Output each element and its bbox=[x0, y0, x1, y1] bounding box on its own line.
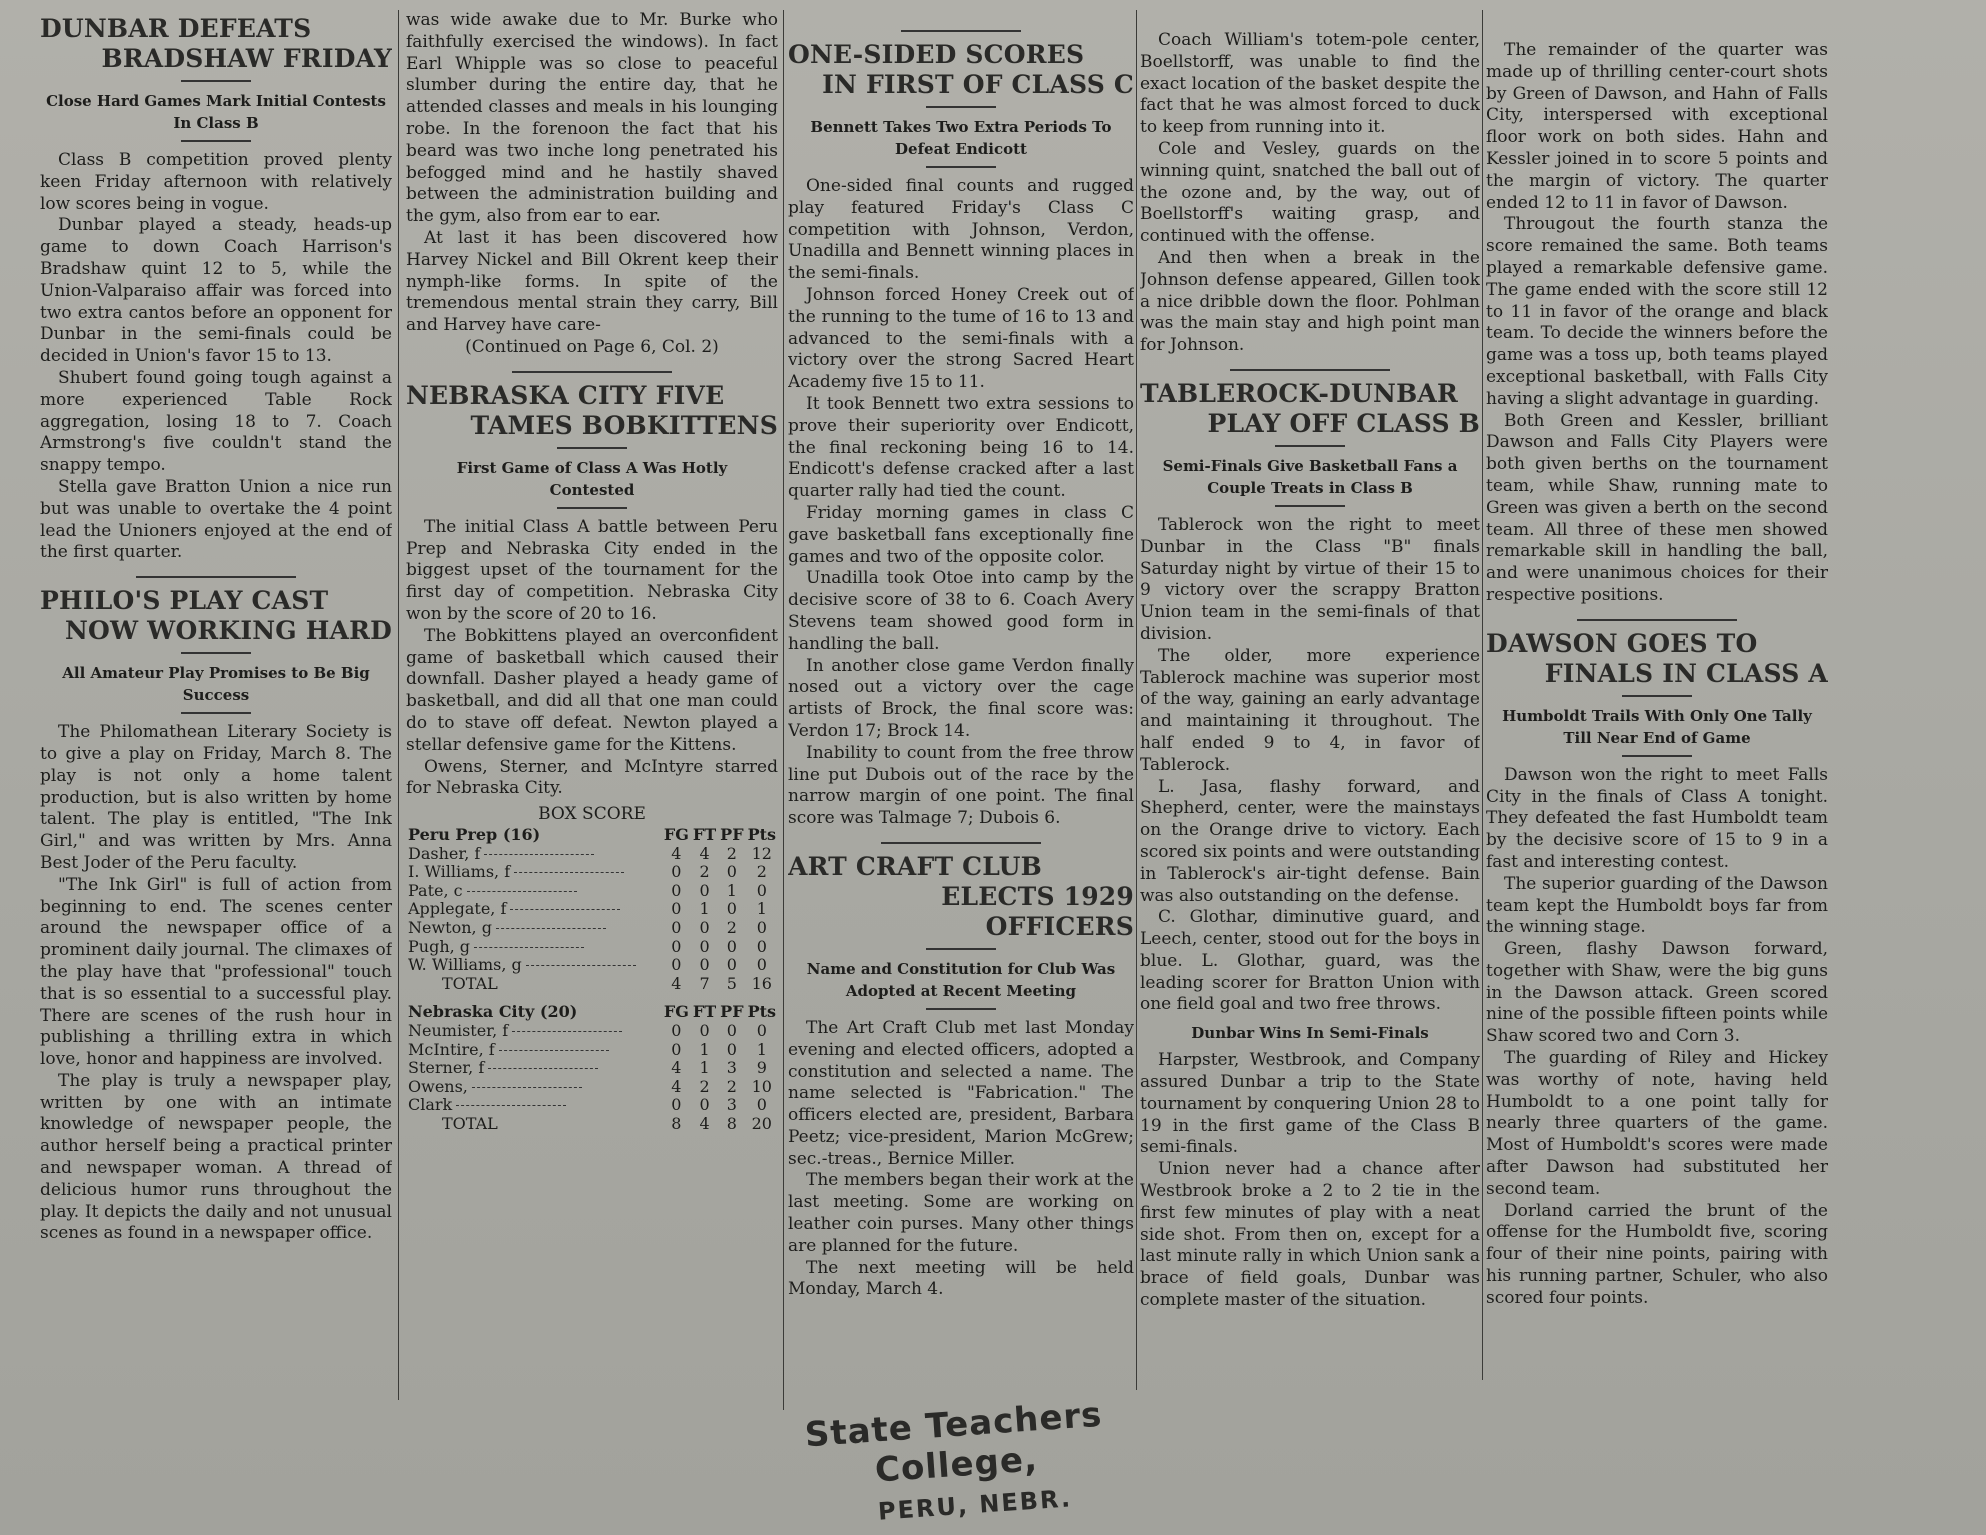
total-cell: 4 bbox=[699, 1114, 710, 1134]
deck: Name and Constitution for Club Was Adopted at Recent Meeting bbox=[806, 959, 1116, 1000]
stat-cell: 1 bbox=[699, 1058, 710, 1078]
subhead: Dunbar Wins In Semi-Finals bbox=[1191, 1024, 1429, 1043]
box-row bbox=[406, 863, 778, 882]
box-total-row bbox=[406, 975, 778, 994]
stat-cell: 0 bbox=[726, 899, 737, 919]
headline-philo bbox=[40, 586, 392, 646]
stat-cell: 0 bbox=[756, 918, 767, 938]
stat-cell: 2 bbox=[726, 918, 737, 938]
divider bbox=[181, 80, 251, 82]
box-score-peru bbox=[406, 826, 778, 993]
headline-line: NOW WORKING HARD bbox=[64, 616, 392, 646]
column-rule bbox=[1136, 10, 1137, 1390]
headline-one-sided bbox=[788, 40, 1134, 100]
column-rule bbox=[1482, 10, 1483, 1380]
player-name-text: W. Williams, g bbox=[408, 955, 522, 975]
divider bbox=[1275, 505, 1345, 507]
headline-line: PHILO'S PLAY CAST bbox=[40, 586, 329, 616]
divider bbox=[557, 447, 627, 449]
divider bbox=[181, 712, 251, 714]
continued-note: (Continued on Page 6, Col. 2) bbox=[465, 336, 719, 357]
stat-cell: 2 bbox=[726, 1076, 737, 1096]
stat-cell: 0 bbox=[699, 955, 710, 975]
paragraph: L. Jasa, flashy forward, and Shepherd, center, were the mainstays on the Orange drive to victory. Each scored six points and were outstanding in Tablerock's air-tight defense. Bain was also outstanding on the defense. bbox=[1140, 776, 1480, 906]
leader-dashes bbox=[472, 1087, 582, 1088]
leader-dashes bbox=[474, 947, 584, 948]
paragraph: And then when a break in the Johnson defense appeared, Gillen took a nice dribble down the floor. Pohlman was the main stay and high point man for Johnson. bbox=[1140, 247, 1480, 356]
headline-line: IN FIRST OF CLASS C bbox=[822, 70, 1134, 99]
deck: Humboldt Trails With Only One Tally Till Near End of Game bbox=[1502, 706, 1812, 747]
paragraph: Owens, Sterner, and McIntyre starred for Nebraska City. bbox=[406, 756, 778, 799]
deck: First Game of Class A Was Hotly Contested bbox=[456, 458, 728, 499]
stat-cell: 0 bbox=[699, 1021, 710, 1041]
paragraph: The next meeting will be held Monday, March 4. bbox=[788, 1257, 1134, 1300]
box-row bbox=[406, 956, 778, 975]
headline-line: TAMES BOBKITTENS bbox=[470, 410, 778, 440]
paragraph: Unadilla took Otoe into camp by the decisive score of 38 to 6. Coach Avery Stevens team showed good form in handling the ball. bbox=[788, 568, 1134, 654]
divider bbox=[1622, 695, 1692, 697]
column-2 bbox=[406, 10, 778, 1134]
paragraph: Dorland carried the brunt of the offense for the Humboldt five, scoring four of their nine points, pairing with his running partner, Schuler, who also scored four points. bbox=[1486, 1200, 1828, 1308]
paragraph: "The Ink Girl" is full of action from beginning to end. The scenes center around the newspaper office of a prominent daily journal. The climaxes of the play have that "professional" touch that is so essential to a successful play. There are scenes of the rush hour in publishing a thrilling extra in which love, honor and happiness are involved. bbox=[40, 874, 392, 1070]
stat-cell: 0 bbox=[726, 1021, 737, 1041]
player-name-text: Neumister, f bbox=[408, 1021, 509, 1041]
column-4 bbox=[1140, 10, 1480, 1312]
stat-cell: 2 bbox=[726, 843, 737, 863]
paragraph: In another close game Verdon finally nosed out a victory over the cage artists of Brock, the final score was: Verdon 17; Brock 14. bbox=[788, 655, 1134, 741]
divider bbox=[926, 948, 996, 950]
deck: Close Hard Games Mark Initial Contests In Class B bbox=[46, 92, 386, 132]
paragraph: C. Glothar, diminutive guard, and Leech, center, stood out for the boys in blue. L. Glothar, guard, was the leading scorer for Bratton Union with one field goal and two free throws. bbox=[1140, 907, 1480, 1015]
col-header: FG bbox=[663, 825, 689, 845]
box-score-nebraska-city bbox=[406, 1003, 778, 1133]
stamp-line: State Teachers College, bbox=[803, 1394, 1104, 1491]
box-row bbox=[406, 845, 778, 864]
stat-cell: 4 bbox=[671, 843, 682, 863]
player-name-text: Pate, c bbox=[408, 880, 463, 900]
headline-line: PLAY OFF CLASS B bbox=[1207, 408, 1480, 438]
col-header: FT bbox=[692, 825, 717, 845]
box-row bbox=[406, 900, 778, 919]
player-name-text: Sterner, f bbox=[408, 1058, 485, 1078]
paragraph: The Art Craft Club met last Monday evening and elected officers, adopted a constitution and selected a name. The name selected is "Fabrication." The officers elected are, president, Barbara Peetz; vice-president, Marion McGrew; sec.-treas., Bernice Miller. bbox=[788, 1017, 1134, 1169]
player-name-text: Applegate, f bbox=[408, 899, 507, 919]
stat-cell: 0 bbox=[726, 862, 737, 882]
stat-cell: 0 bbox=[756, 1095, 767, 1115]
total-label: TOTAL bbox=[442, 1114, 498, 1134]
player-name bbox=[406, 1059, 662, 1078]
leader-dashes bbox=[496, 928, 606, 929]
paragraph: The superior guarding of the Dawson team kept the Humboldt boys far from the winning stage. bbox=[1486, 873, 1828, 938]
headline-line: BRADSHAW FRIDAY bbox=[101, 44, 392, 73]
paragraph: Dunbar played a steady, heads-up game to down Coach Harrison's Bradshaw quint 12 to 5, while the Union-Valparaiso affair was forced into two extra cantos before an opponent for Dunbar in the semi-finals could be decided in Union's favor 15 to 13. bbox=[40, 215, 392, 367]
col-header: Pts bbox=[747, 1002, 776, 1022]
player-name bbox=[406, 1022, 662, 1041]
player-name bbox=[406, 938, 662, 957]
stat-cell: 0 bbox=[671, 1039, 682, 1059]
paragraph: The remainder of the quarter was made up of thrilling center-court shots by Green of Dawson, and Hahn of Falls City, interspersed with exceptional floor work on both sides. Hahn and Kessler joined in to score 5 points and the margin of victory. The quarter ended 12 to 11 in favor of Dawson. bbox=[1486, 40, 1828, 213]
paragraph: It took Bennett two extra sessions to prove their superiority over Endicott, the final reckoning being 16 to 14. Endicott's defense cracked after a last quarter rally had tied the count. bbox=[788, 393, 1134, 502]
column-rule bbox=[398, 10, 399, 1400]
player-name-text: Newton, g bbox=[408, 918, 492, 938]
paragraph: Tablerock won the right to meet Dunbar in the Class "B" finals Saturday night by virtue of their 15 to 9 victory over the scrappy Bratton Union team in the semi-finals of that division. bbox=[1140, 514, 1480, 644]
divider bbox=[557, 507, 627, 509]
player-name bbox=[406, 919, 662, 938]
col-header: PF bbox=[720, 825, 744, 845]
headline-line: ONE-SIDED SCORES bbox=[788, 40, 1085, 69]
paragraph: Green, flashy Dawson forward, together with Shaw, were the big guns in the Dawson attack. Green scored nine of the possible fifteen points while Shaw scored two and Corn 3. bbox=[1486, 939, 1828, 1047]
player-name-text: Dasher, f bbox=[408, 843, 481, 863]
headline-line: ART CRAFT CLUB bbox=[788, 851, 1043, 881]
paragraph: Johnson forced Honey Creek out of the running to the tume of 16 to 13 and advanced to the semi-finals with a victory over the strong Sacred Heart Academy five 15 to 11. bbox=[788, 284, 1134, 393]
paragraph: Cole and Vesley, guards on the winning quint, snatched the ball out of the ozone and, by the way, out of Boellstorff's waiting grasp, and continued with the offense. bbox=[1140, 138, 1480, 247]
player-name bbox=[406, 1096, 662, 1115]
stat-cell: 9 bbox=[756, 1058, 767, 1078]
stat-cell: 0 bbox=[671, 936, 682, 956]
stat-cell: 0 bbox=[756, 936, 767, 956]
player-name bbox=[406, 845, 662, 864]
column-5 bbox=[1486, 10, 1828, 1310]
headline-line: DUNBAR DEFEATS bbox=[40, 14, 312, 43]
stat-cell: 10 bbox=[751, 1076, 772, 1096]
col-header: PF bbox=[720, 1002, 744, 1022]
paragraph: Class B competition proved plenty keen Friday afternoon with relatively low scores being in vogue. bbox=[40, 150, 392, 214]
box-header-row bbox=[406, 826, 778, 845]
stat-cell: 0 bbox=[726, 1039, 737, 1059]
stat-cell: 1 bbox=[726, 880, 737, 900]
stamp-line: PERU, NEBR. bbox=[877, 1484, 1073, 1526]
box-row bbox=[406, 882, 778, 901]
paragraph: The members began their work at the last meeting. Some are working on leather coin purses. Many other things are planned for the future. bbox=[788, 1170, 1134, 1256]
player-name bbox=[406, 1078, 662, 1097]
headline-nebraska-city bbox=[406, 381, 778, 441]
headline-dunbar bbox=[40, 14, 392, 74]
stat-cell: 0 bbox=[699, 1095, 710, 1115]
stat-cell: 2 bbox=[699, 1076, 710, 1096]
stat-cell: 0 bbox=[671, 918, 682, 938]
divider bbox=[136, 576, 296, 578]
stat-cell: 0 bbox=[671, 880, 682, 900]
box-header-row bbox=[406, 1003, 778, 1022]
stat-cell: 0 bbox=[671, 1095, 682, 1115]
leader-dashes bbox=[514, 872, 624, 873]
col-header: FT bbox=[692, 1002, 717, 1022]
col-header: FG bbox=[663, 1002, 689, 1022]
deck: All Amateur Play Promises to Be Big Success bbox=[62, 664, 370, 705]
box-row bbox=[406, 919, 778, 938]
stat-cell: 0 bbox=[726, 955, 737, 975]
total-cell: 4 bbox=[671, 973, 682, 993]
total-cell: 16 bbox=[751, 973, 772, 993]
team-name: Nebraska City (20) bbox=[408, 1002, 578, 1022]
box-score-title: BOX SCORE bbox=[538, 804, 646, 825]
stat-cell: 0 bbox=[699, 936, 710, 956]
col-header: Pts bbox=[747, 825, 776, 845]
leader-dashes bbox=[510, 909, 620, 910]
box-row bbox=[406, 938, 778, 957]
divider bbox=[901, 30, 1021, 32]
divider bbox=[512, 371, 672, 373]
stat-cell: 4 bbox=[671, 1058, 682, 1078]
player-name-text: Clark bbox=[408, 1095, 453, 1115]
college-stamp bbox=[725, 1394, 1185, 1526]
stat-cell: 0 bbox=[671, 899, 682, 919]
player-name-text: Owens, bbox=[408, 1076, 468, 1096]
headline-tablerock bbox=[1140, 379, 1480, 439]
player-name bbox=[406, 900, 662, 919]
total-label: TOTAL bbox=[442, 973, 498, 993]
paragraph: Coach William's totem-pole center, Boellstorff, was unable to find the exact location of the basket despite the fact that he was almost forced to duck to keep from running into it. bbox=[1140, 30, 1480, 138]
player-name-text: Pugh, g bbox=[408, 936, 471, 956]
paragraph: The play is truly a newspaper play, written by one with an intimate knowledge of newspaper people, the author herself being a practical printer and newspaper woman. A thread of delicious humor runs throughout the play. It depicts the daily and not unusual scenes as found in a newspaper office. bbox=[40, 1070, 392, 1244]
paragraph: The guarding of Riley and Hickey was worthy of note, having held Humboldt to a one point tally for nearly three quarters of the game. Most of Humboldt's scores were made after Dawson had substituted her second team. bbox=[1486, 1048, 1828, 1199]
leader-dashes bbox=[456, 1105, 566, 1106]
player-name-text: McIntire, f bbox=[408, 1039, 495, 1059]
paragraph: Harpster, Westbrook, and Company assured Dunbar a trip to the State tournament by conquering Union 28 to 19 in the first game of the Class B semi-finals. bbox=[1140, 1050, 1480, 1158]
stat-cell: 0 bbox=[756, 880, 767, 900]
box-row bbox=[406, 1022, 778, 1041]
stat-cell: 0 bbox=[699, 918, 710, 938]
player-name bbox=[406, 956, 662, 975]
player-name bbox=[406, 863, 662, 882]
headline-line: NEBRASKA CITY FIVE bbox=[406, 380, 725, 410]
player-name bbox=[406, 1041, 662, 1060]
paragraph: At last it has been discovered how Harvey Nickel and Bill Okrent keep their nymph-like forms. In spite of the tremendous mental strain they carry, Bill and Harvey have care- bbox=[406, 227, 778, 336]
paragraph: One-sided final counts and rugged play featured Friday's Class C competition with Johnson, Verdon, Unadilla and Bennett winning places in the semi-finals. bbox=[788, 176, 1134, 284]
divider bbox=[1577, 619, 1737, 621]
deck: Bennett Takes Two Extra Periods To Defeat Endicott bbox=[810, 118, 1112, 158]
stat-cell: 0 bbox=[671, 1021, 682, 1041]
paragraph: The Philomathean Literary Society is to give a play on Friday, March 8. The play is not only a home talent production, but is also written by home talent. The play is entitled, "The Ink Girl," and was written by Mrs. Anna Best Joder of the Peru faculty. bbox=[40, 722, 392, 873]
deck: Semi-Finals Give Basketball Fans a Couple Treats in Class B bbox=[1162, 456, 1458, 497]
column-1 bbox=[40, 10, 392, 1245]
stat-cell: 2 bbox=[699, 862, 710, 882]
stat-cell: 1 bbox=[699, 1039, 710, 1059]
paragraph: Stella gave Bratton Union a nice run but was unable to overtake the 4 point lead the Unioners enjoyed at the end of the first quarter. bbox=[40, 476, 392, 563]
headline-dawson bbox=[1486, 629, 1828, 689]
headline-art-craft bbox=[788, 852, 1134, 942]
leader-dashes bbox=[526, 965, 636, 966]
headline-line: DAWSON GOES TO bbox=[1486, 628, 1758, 658]
box-row bbox=[406, 1041, 778, 1060]
paragraph: Union never had a chance after Westbrook broke a 2 to 2 tie in the first few minutes of play with a neat side shot. From then on, except for a last minute rally in which Union sank a brace of field goals, Dunbar was complete master of the situation. bbox=[1140, 1159, 1480, 1311]
stat-cell: 1 bbox=[756, 899, 767, 919]
paragraph: Shubert found going tough against a more experienced Table Rock aggregation, losing 18 to 7. Coach Armstrong's five couldn't stand the snappy tempo. bbox=[40, 367, 392, 476]
paragraph: The initial Class A battle between Peru Prep and Nebraska City ended in the biggest upset of the tournament for the first day of competition. Nebraska City won by the score of 20 to 16. bbox=[406, 516, 778, 624]
stat-cell: 0 bbox=[756, 1021, 767, 1041]
stat-cell: 0 bbox=[699, 880, 710, 900]
divider bbox=[1230, 369, 1390, 371]
total-cell: 7 bbox=[699, 973, 710, 993]
stat-cell: 1 bbox=[756, 1039, 767, 1059]
paragraph: Both Green and Kessler, brilliant Dawson and Falls City Players were both given berths on the tournament team, while Shaw, running mate to Green was given a berth on the second team. All three of these men showed remarkable skill in handling the ball, and were unanimous choices for their respective positions. bbox=[1486, 410, 1828, 605]
paragraph: was wide awake due to Mr. Burke who faithfully exercised the windows). In fact Earl Whipple was so close to peaceful slumber during the entire day, that he attended classes and meals in his lounging robe. In the forenoon the fact that his beard was two inche long penetrated his befogged mind and he hastily shaved between the administration building and the gym, also from ear to ear. bbox=[406, 10, 778, 227]
stat-cell: 12 bbox=[751, 843, 772, 863]
player-name-text: I. Williams, f bbox=[408, 862, 511, 882]
column-3 bbox=[788, 10, 1134, 1301]
divider bbox=[926, 166, 996, 168]
paragraph: Dawson won the right to meet Falls City in the finals of Class A tonight. They defeated the fast Humboldt team by the decisive score of 15 to 9 in a fast and interesting contest. bbox=[1486, 764, 1828, 872]
divider bbox=[926, 1008, 996, 1010]
headline-line: TABLEROCK-DUNBAR bbox=[1140, 378, 1458, 408]
paragraph: Inability to count from the free throw line put Dubois out of the race by the narrow margin of one point. The final score was Talmage 7; Dubois 6. bbox=[788, 742, 1134, 829]
stat-cell: 0 bbox=[671, 862, 682, 882]
stat-cell: 4 bbox=[699, 843, 710, 863]
box-row bbox=[406, 1059, 778, 1078]
stat-cell: 2 bbox=[756, 862, 767, 882]
stat-cell: 0 bbox=[756, 955, 767, 975]
stat-cell: 1 bbox=[699, 899, 710, 919]
total-cell: 8 bbox=[726, 1114, 737, 1134]
leader-dashes bbox=[467, 891, 577, 892]
box-total-row bbox=[406, 1115, 778, 1134]
divider bbox=[181, 652, 251, 654]
stat-cell: 3 bbox=[726, 1095, 737, 1115]
divider bbox=[1275, 445, 1345, 447]
divider bbox=[1622, 755, 1692, 757]
leader-dashes bbox=[512, 1031, 622, 1032]
divider bbox=[881, 842, 1041, 844]
paragraph: Friday morning games in class C gave basketball fans exceptionally fine games and two of the opposite color. bbox=[788, 502, 1134, 567]
stat-cell: 0 bbox=[726, 936, 737, 956]
player-name bbox=[406, 882, 662, 901]
headline-line: ELECTS 1929 OFFICERS bbox=[941, 881, 1134, 941]
leader-dashes bbox=[484, 854, 594, 855]
paragraph: The older, more experience Tablerock machine was superior most of the way, gaining an early advantage and maintaining it throughout. The half ended 9 to 4, in favor of Tablerock. bbox=[1140, 645, 1480, 775]
stat-cell: 0 bbox=[671, 955, 682, 975]
divider bbox=[181, 140, 251, 142]
total-cell: 5 bbox=[726, 973, 737, 993]
box-row bbox=[406, 1096, 778, 1115]
leader-dashes bbox=[499, 1050, 609, 1051]
headline-line: FINALS IN CLASS A bbox=[1544, 658, 1828, 688]
total-cell: 20 bbox=[751, 1114, 772, 1134]
paragraph: The Bobkittens played an overconfident game of basketball which caused their downfall. Dasher played a heady game of basketball, and did all that one man could do to stave off defeat. Newton played a stellar defensive game for the Kittens. bbox=[406, 625, 778, 755]
leader-dashes bbox=[488, 1068, 598, 1069]
box-row bbox=[406, 1078, 778, 1097]
stat-cell: 4 bbox=[671, 1076, 682, 1096]
total-cell: 8 bbox=[671, 1114, 682, 1134]
column-rule bbox=[783, 10, 784, 1410]
paragraph: Througout the fourth stanza the score remained the same. Both teams played a remarkable defensive game. The game ended with the score still 12 to 11 in favor of the orange and black team. To decide the winners before the game was a toss up, both teams played exceptional basketball, with Falls City having a slight advantage in guarding. bbox=[1486, 214, 1828, 409]
divider bbox=[926, 106, 996, 108]
team-name: Peru Prep (16) bbox=[408, 825, 541, 845]
stat-cell: 3 bbox=[726, 1058, 737, 1078]
